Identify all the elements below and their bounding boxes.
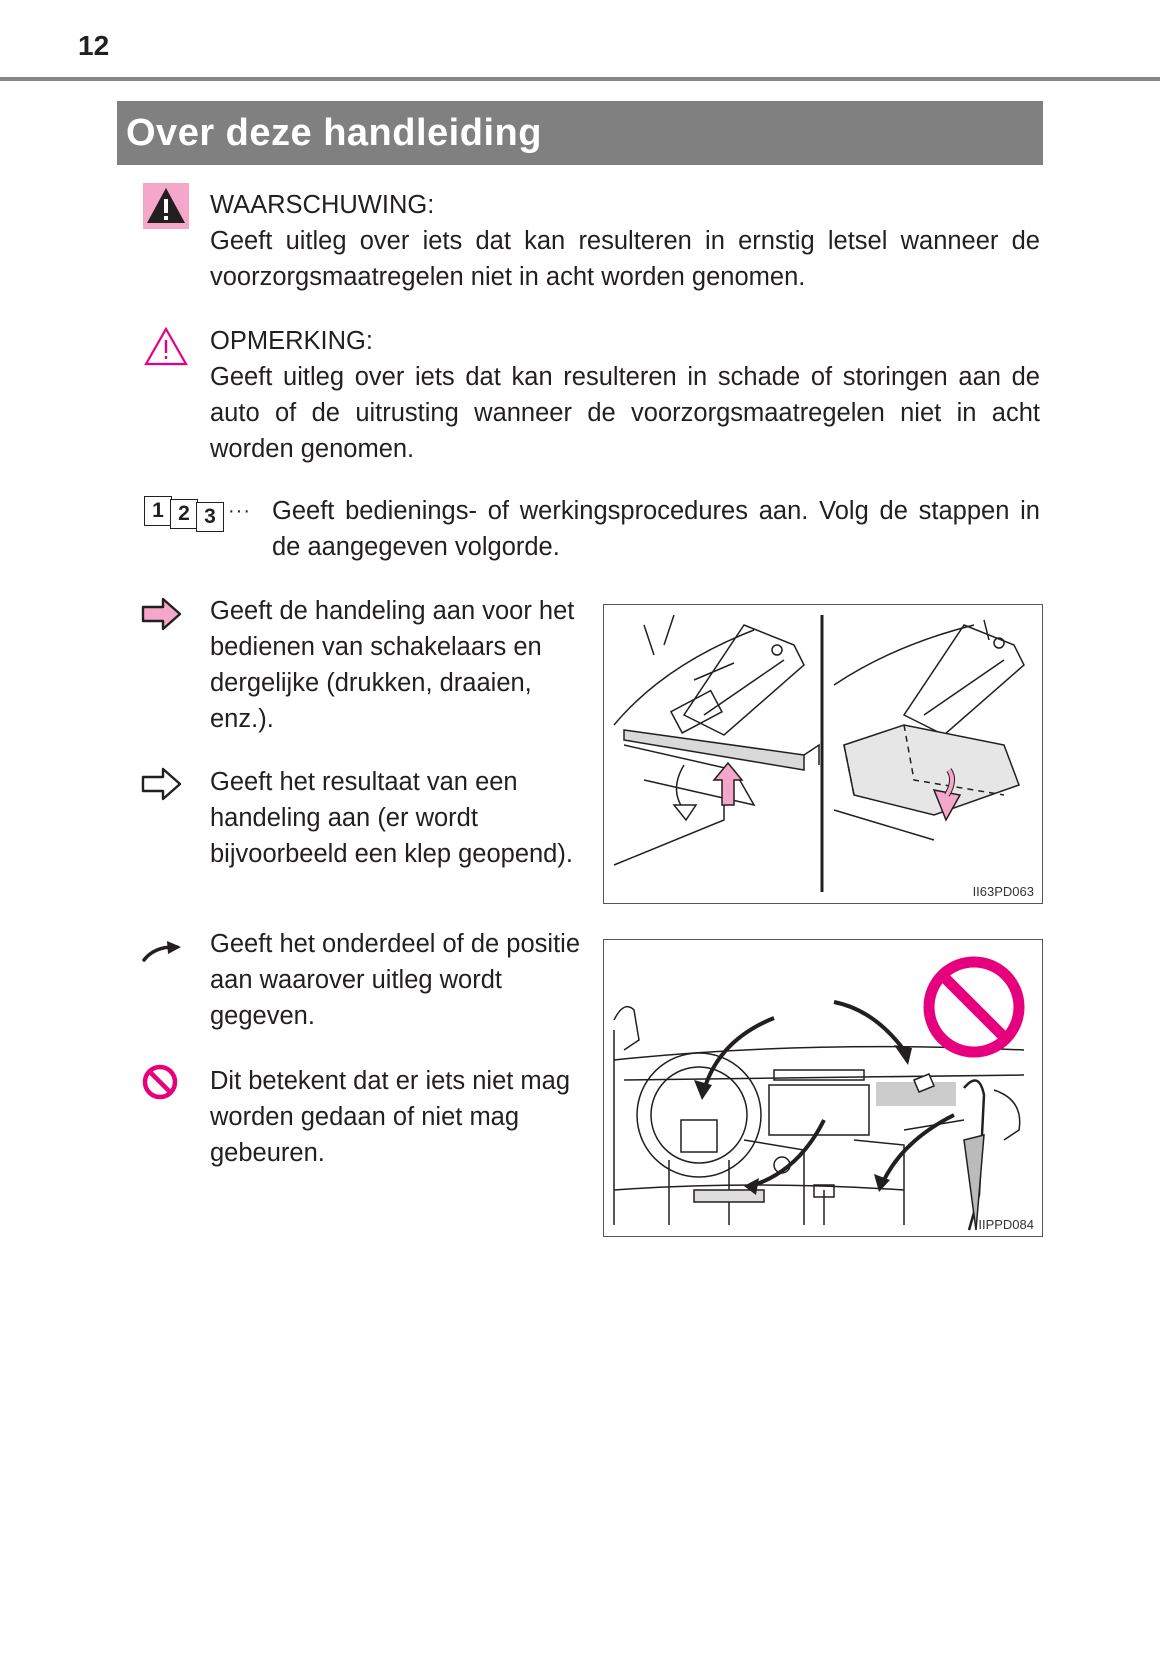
warning-text: Geeft uitleg over iets dat kan resulteren in ernstig letsel wanneer de voorzorgsmaatregelen niet in acht worden genomen. [210,227,1040,291]
page-title: Over deze handleiding [117,101,1043,165]
step-number-1: 1 [144,496,172,526]
top-rule [0,77,1160,81]
step-numbers-icon [144,496,264,536]
overhead-console-figure [603,604,1043,904]
warning-label: WAARSCHUWING: [210,191,435,219]
step-number-3: 3 [196,502,224,532]
notice-label: OPMERKING: [210,327,373,355]
outline-arrow-icon [141,767,183,806]
prohibited-text: Dit betekent dat er iets niet mag worden gedaan of niet mag gebeuren. [210,1067,571,1167]
notice-text: Geeft uitleg over iets dat kan resulteren in schade of storingen aan de auto of de uitrusting wanneer de voorzorgsmaatregelen niet in acht worden genomen. [210,363,1040,463]
operation-text: Geeft de handeling aan voor het bedienen van schakelaars en dergelijke (drukken, draaien, enz.). [210,597,575,733]
step-number-2: 2 [170,499,198,529]
prohibition-icon [141,1063,179,1106]
notice-block [210,323,1040,467]
dashboard-figure-code: IIPPD084 [978,1217,1034,1232]
result-text: Geeft het resultaat van een handeling aan (er wordt bijvoorbeeld een klep geopend). [210,768,573,868]
overhead-console-illustration [604,605,1041,902]
step-dots: ··· [228,500,251,522]
pointer-text: Geeft het onderdeel of de positie aan waarover uitleg wordt gegeven. [210,930,581,1030]
steps-text: Geeft bedienings- of werkingsprocedures aan. Volg de stappen in de aangegeven volgorde. [272,497,1040,561]
warning-triangle-filled-icon [143,183,189,234]
notice-triangle-outline-icon [143,326,189,373]
filled-arrow-icon [141,597,183,636]
dashboard-figure [603,939,1043,1237]
pointer-arrow-icon [141,940,183,969]
overhead-figure-code: II63PD063 [972,884,1034,899]
warning-block [210,187,1040,295]
dashboard-illustration [604,940,1041,1235]
page-number: 12 [78,30,110,61]
